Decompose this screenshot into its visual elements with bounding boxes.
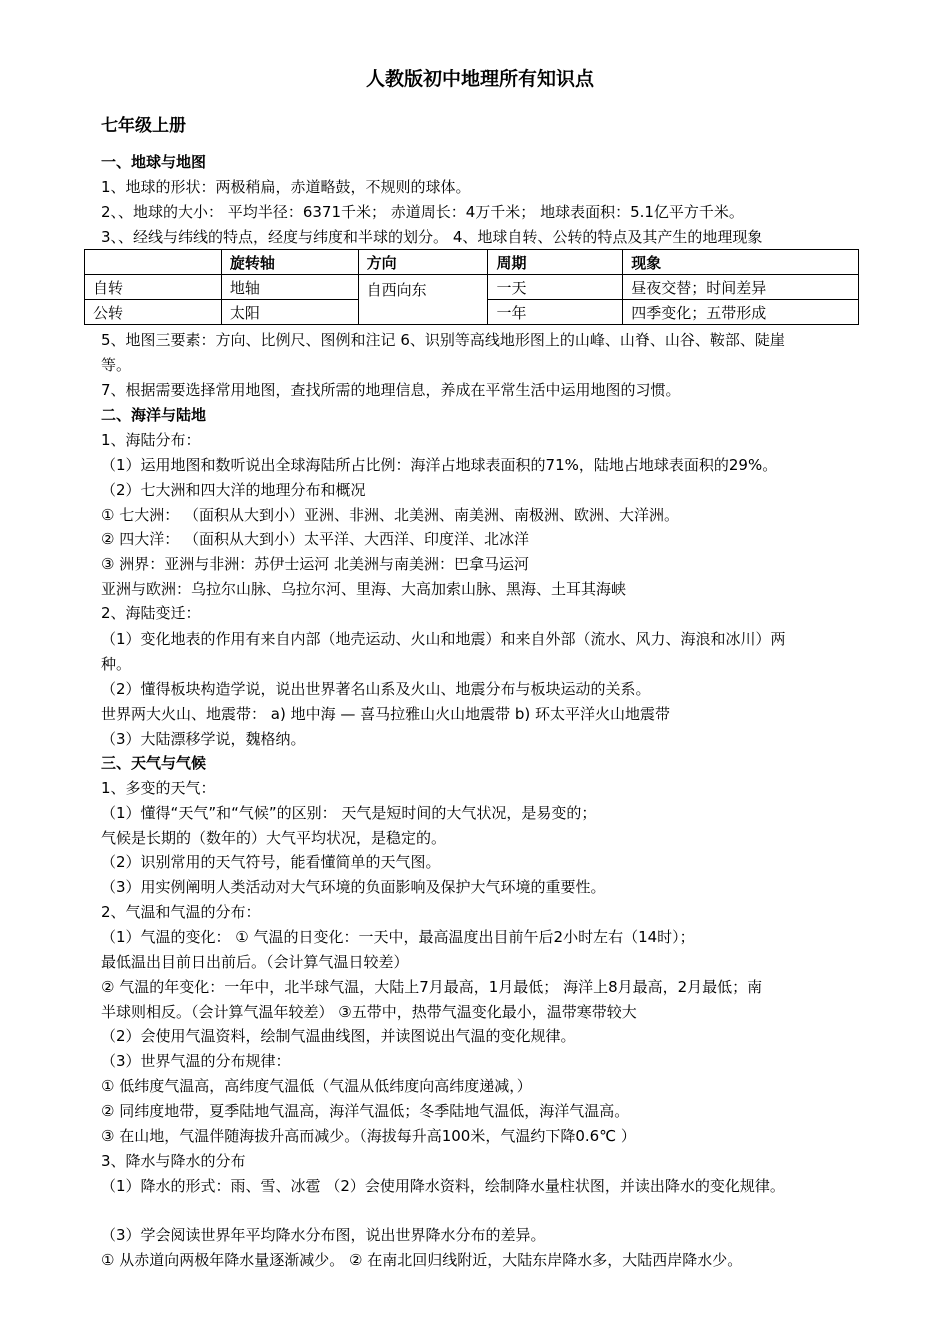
text-line: ① 低纬度气温高，高纬度气温低（气温从低纬度向高纬度递减，） (101, 1077, 532, 1095)
section-heading: 三、天气与气候 (101, 754, 207, 772)
text-line: 1、海陆分布： (101, 431, 201, 449)
table-header-cell: 周期 (488, 250, 623, 275)
text-line: 7、根据需要选择常用地图，查找所需的地理信息，养成在平常生活中运用地图的习惯。 (101, 381, 681, 399)
text-line: （1）懂得“天气”和“气候”的区别： 天气是短时间的大气状况，是易变的； (101, 804, 597, 822)
grade-heading: 七年级上册 (101, 116, 186, 136)
text-line: 2、、地球的大小： 平均半径：6371千米； 赤道周长：4万千米； 地球表面积：5.1亿平方千米。 (101, 203, 744, 221)
text-line: 3、、经线与纬线的特点，经度与纬度和半球的划分。 4、地球自转、公转的特点及其产生的地理现象 (101, 228, 763, 246)
table-header-cell: 现象 (623, 250, 859, 275)
text-line: ③ 在山地，气温伴随海拔升高而减少。（海拔每升高100米，气温约下降0.6℃ ） (101, 1127, 636, 1145)
table-cell: 昼夜交替；时间差异 (623, 275, 859, 300)
text-line: （2）会使用气温资料，绘制气温曲线图，并读图说出气温的变化规律。 (101, 1027, 576, 1045)
text-line: 5、地图三要素：方向、比例尺、图例和注记 6、识别等高线地形图上的山峰、山脊、山谷、鞍部、陡崖 (101, 331, 785, 349)
table-header-cell (85, 250, 222, 275)
text-line: ② 同纬度地带，夏季陆地气温高，海洋气温低；冬季陆地气温低，海洋气温高。 (101, 1102, 630, 1120)
text-line: （3）用实例阐明人类活动对大气环境的负面影响及保护大气环境的重要性。 (101, 878, 606, 896)
text-line: 等。 (101, 356, 132, 374)
text-line: （1）降水的形式：雨、雪、冰雹 （2）会使用降水资料，绘制降水量柱状图，并读出降水的变化规律。 (101, 1177, 785, 1195)
text-line: （3）学会阅读世界年平均降水分布图，说出世界降水分布的差异。 (101, 1226, 546, 1244)
text-line: 2、海陆变迁： (101, 604, 201, 622)
text-line: ① 从赤道向两极年降水量逐渐减少。 ② 在南北回归线附近，大陆东岸降水多，大陆西岸降水少。 (101, 1251, 743, 1269)
text-line: （3）世界气温的分布规律： (101, 1052, 291, 1070)
table-header-cell: 方向 (358, 250, 488, 275)
text-line: （1）运用地图和数听说出全球海陆所占比例：海洋占地球表面积的71%，陆地占地球表面积的29%。 (101, 456, 778, 474)
table-row (85, 275, 859, 300)
table-header-row (85, 250, 859, 275)
text-line: 种。 (101, 655, 132, 673)
table-cell: 一天 (488, 275, 623, 300)
text-line: 3、降水与降水的分布 (101, 1152, 246, 1170)
text-line: ① 七大洲： （面积从大到小）亚洲、非洲、北美洲、南美洲、南极洲、欧洲、大洋洲。 (101, 506, 679, 524)
text-line: 2、气温和气温的分布： (101, 903, 261, 921)
text-line: （3）大陆漂移学说，魏格纳。 (101, 730, 306, 748)
table-cell: 自西向东 (358, 275, 488, 325)
table-cell: 四季变化；五带形成 (623, 300, 859, 325)
text-line: 1、地球的形状：两极稍扁，赤道略鼓，不规则的球体。 (101, 178, 471, 196)
text-line: 最低温出目前日出前后。（会计算气温日较差） (101, 953, 409, 971)
document-title: 人教版初中地理所有知识点 (365, 68, 594, 90)
text-line: ② 气温的年变化：一年中，北半球气温，大陆上7月最高，1月最低； 海洋上8月最高，2月最低；南 (101, 978, 763, 996)
text-line: 亚洲与欧洲：乌拉尔山脉、乌拉尔河、里海、大高加索山脉、黑海、土耳其海峡 (101, 580, 627, 598)
table-cell: 自转 (85, 275, 222, 300)
section-heading: 一、地球与地图 (101, 153, 207, 171)
text-line: （2）懂得板块构造学说，说出世界著名山系及火山、地震分布与板块运动的关系。 (101, 680, 651, 698)
text-line: ② 四大洋： （面积从大到小）太平洋、大西洋、印度洋、北冰洋 (101, 530, 529, 548)
text-line: （1）气温的变化： ① 气温的日变化：一天中，最高温度出目前午后2小时左右（14时）； (101, 928, 695, 946)
text-line: 1、多变的天气： (101, 779, 216, 797)
text-line: （2）七大洲和四大洋的地理分布和概况 (101, 481, 366, 499)
text-line: 气候是长期的（数年的）大气平均状况，是稳定的。 (101, 829, 447, 847)
table-cell: 一年 (488, 300, 623, 325)
text-line: （1）变化地表的作用有来自内部（地壳运动、火山和地震）和来自外部（流水、风力、海浪和冰川）两 (101, 630, 786, 648)
text-line: ③ 洲界：亚洲与非洲：苏伊士运河 北美洲与南美洲：巴拿马运河 (101, 555, 529, 573)
text-line: 半球则相反。（会计算气温年较差） ③五带中，热带气温变化最小，温带寒带较大 (101, 1003, 637, 1021)
table-cell: 太阳 (221, 300, 358, 325)
text-line: 世界两大火山、地震带： a) 地中海 — 喜马拉雅山火山地震带 b) 环太平洋火山地震带 (101, 705, 671, 723)
text-line: （2）识别常用的天气符号，能看懂简单的天气图。 (101, 853, 441, 871)
rotation-table (84, 249, 859, 325)
table-cell: 地轴 (221, 275, 358, 300)
table-cell: 公转 (85, 300, 222, 325)
table-header-cell: 旋转轴 (221, 250, 358, 275)
section-heading: 二、海洋与陆地 (101, 406, 207, 424)
